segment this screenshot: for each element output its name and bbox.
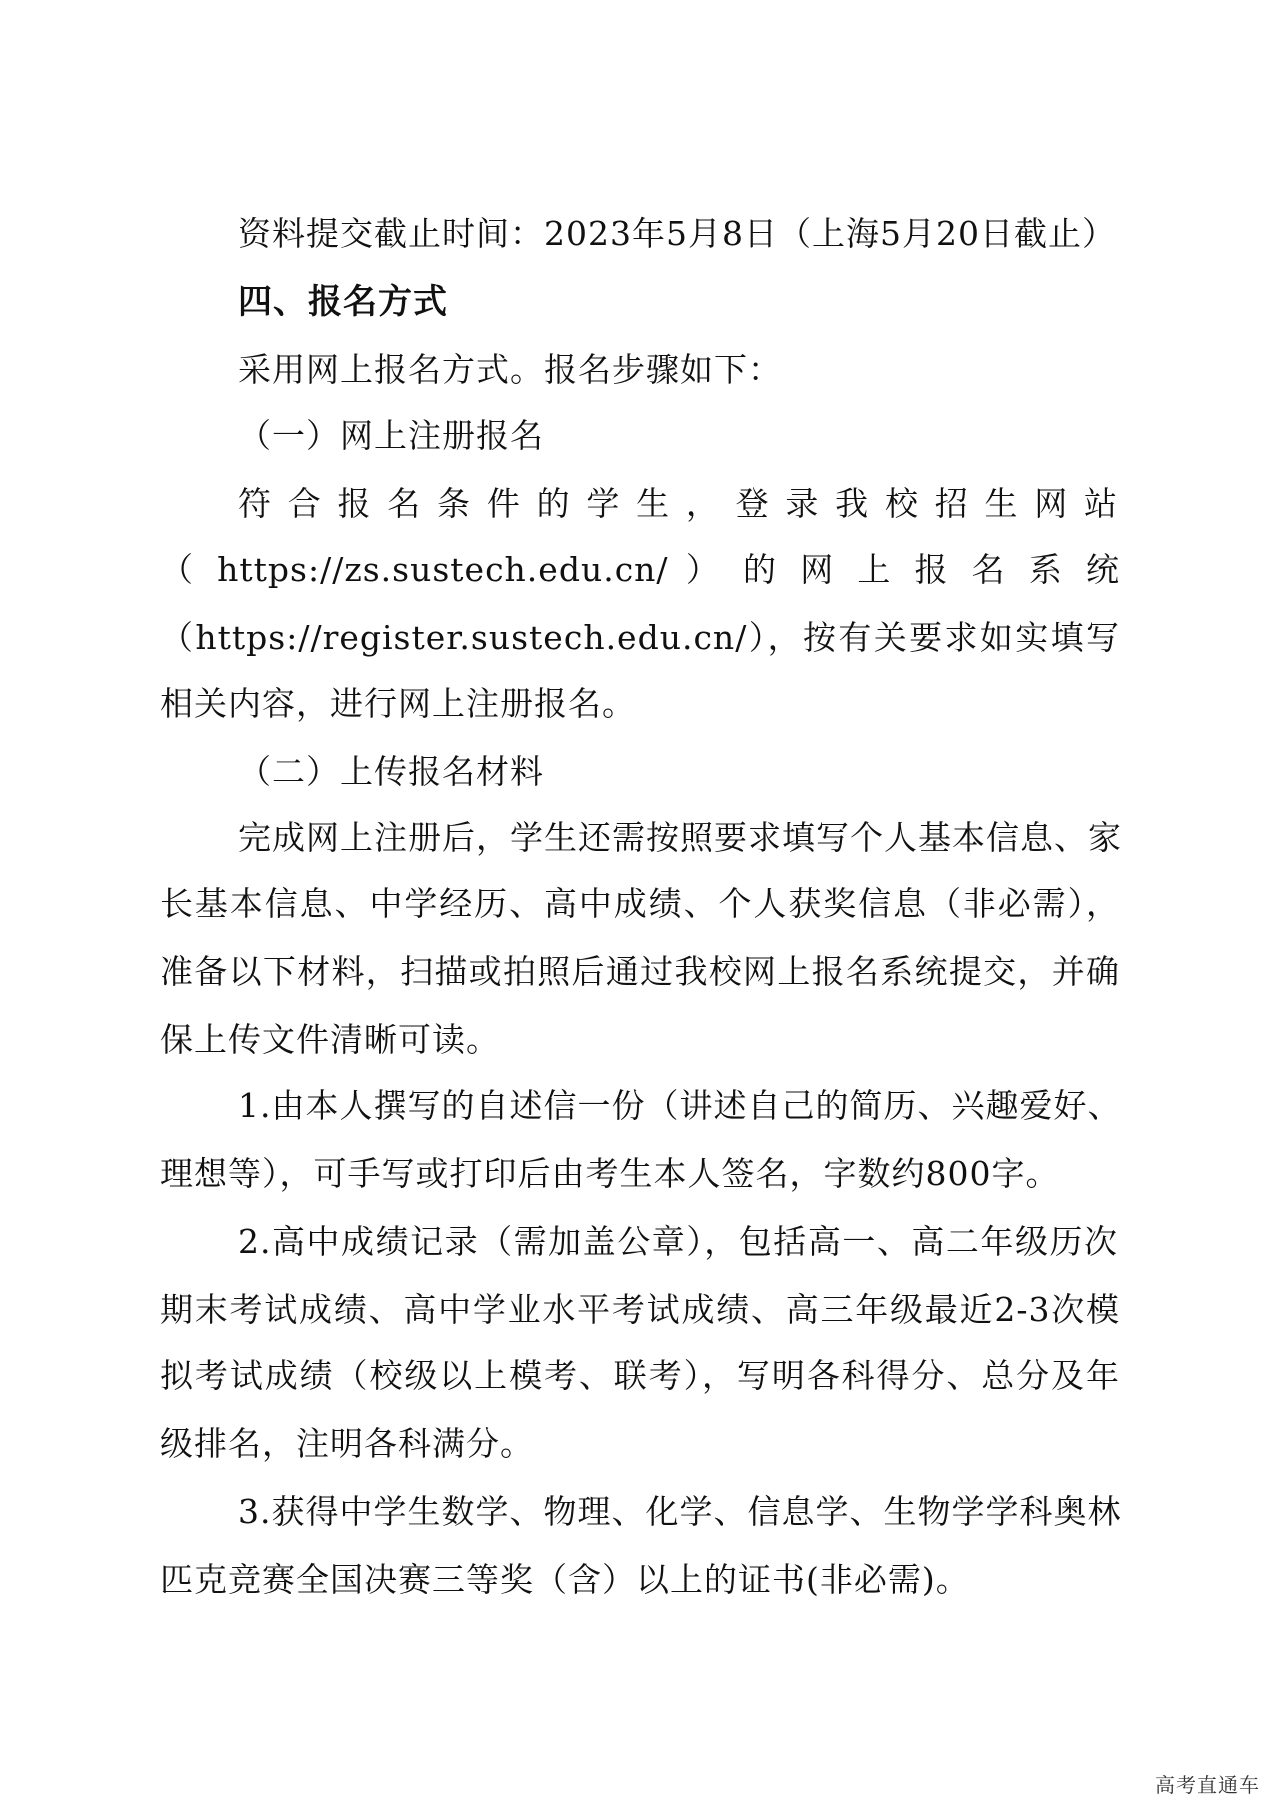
intro-paragraph: 采用网上报名方式。报名步骤如下： [238,350,782,389]
subsection-2-heading: （二）上传报名材料 [238,752,544,791]
list-item-1-cont: 理想等），可手写或打印后由考生本人签名，字数约800字。 [160,1154,1060,1193]
deadline-line: 资料提交截止时间：2023年5月8日（上海5月20日截止） [238,214,1116,253]
watermark-text: 高考直通车 [1155,1773,1260,1797]
list-item-3: 3.获得中学生数学、物理、化学、信息学、生物学学科奥林 [238,1492,1122,1531]
list-item-2-cont: 期末考试成绩、高中学业水平考试成绩、高三年级最近2-3次模 [160,1290,1120,1329]
paragraph-line: 准备以下材料，扫描或拍照后通过我校网上报名系统提交，并确 [160,952,1120,991]
list-item-2-cont: 级排名，注明各科满分。 [160,1424,534,1463]
paragraph-line: （ https://zs.sustech.edu.cn/ ） 的 网 上 报 名 系 统 [160,550,1120,589]
list-item-1: 1.由本人撰写的自述信一份（讲述自己的简历、兴趣爱好、 [238,1086,1122,1125]
paragraph-line: 完成网上注册后，学生还需按照要求填写个人基本信息、家 [238,818,1122,857]
list-item-3-cont: 匹克竞赛全国决赛三等奖（含）以上的证书(非必需)。 [160,1560,970,1599]
list-item-2-cont: 拟考试成绩（校级以上模考、联考），写明各科得分、总分及年 [160,1356,1120,1395]
section-heading: 四、报名方式 [238,282,448,322]
paragraph-line: 相关内容，进行网上注册报名。 [160,684,636,723]
paragraph-line: 长基本信息、中学经历、高中成绩、个人获奖信息（非必需）， [160,884,1120,923]
subsection-1-heading: （一）网上注册报名 [238,416,544,455]
paragraph-line: 保上传文件清晰可读。 [160,1020,500,1059]
paragraph-line: （https://register.sustech.edu.cn/），按有关要求如实填写 [160,618,1120,657]
paragraph-line: 符 合 报 名 条 件 的 学 生 ， 登 录 我 校 招 生 网 站 [238,484,1118,523]
list-item-2: 2.高中成绩记录（需加盖公章），包括高一、高二年级历次 [238,1222,1118,1261]
